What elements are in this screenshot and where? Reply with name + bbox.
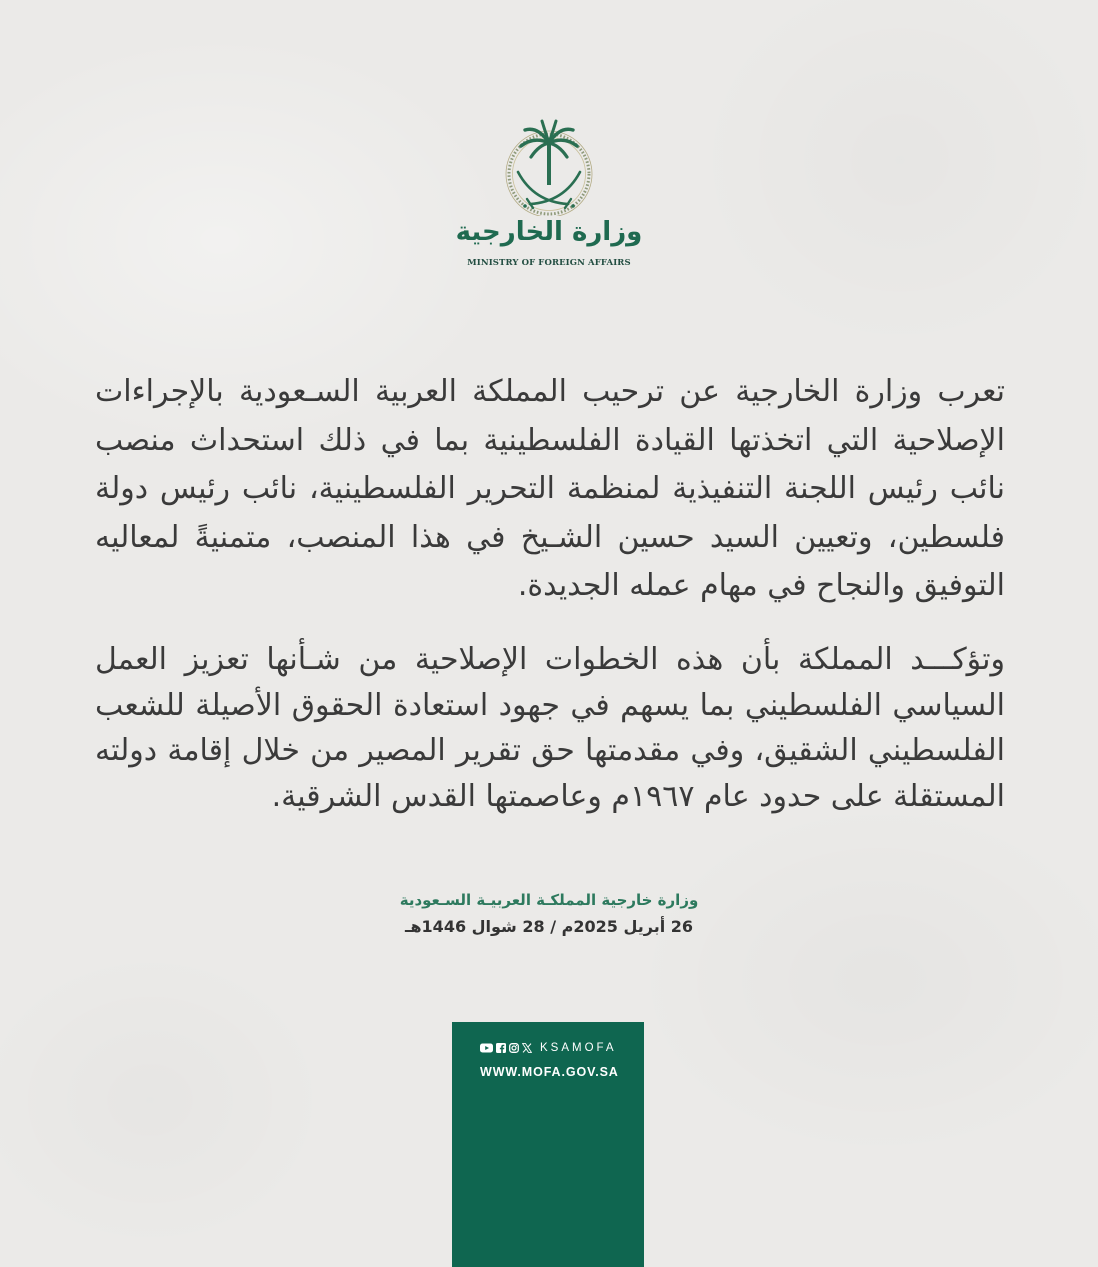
website-url: WWW.MOFA.GOV.SA — [480, 1065, 619, 1079]
instagram-icon — [509, 1043, 519, 1053]
statement-line: السياسي الفلسطيني بما يسهم في جهود استعادة الحقوق الأصيلة للشعب — [95, 687, 1005, 723]
facebook-icon — [496, 1043, 506, 1053]
footer-box — [452, 1022, 644, 1267]
issuer-signature: وزارة خارجية المملكـة العربيـة السـعودية — [399, 891, 699, 909]
x-icon — [522, 1043, 532, 1053]
statement-line: المستقلة على حدود عام ١٩٦٧م وعاصمتها القدس الشرقية. — [271, 778, 1005, 814]
social-links — [480, 1041, 617, 1055]
statement-line: تعرب وزارة الخارجية عن ترحيب المملكة العربية السـعودية بالإجراءات — [95, 374, 1005, 409]
statement-paragraph-2 — [95, 637, 1005, 819]
ministry-name-arabic: وزارة الخارجية — [455, 217, 643, 247]
statement-line: التوفيق والنجاح في مهام عمله الجديدة. — [517, 568, 1005, 603]
ministry-name-english: MINISTRY OF FOREIGN AFFAIRS — [467, 258, 631, 268]
statement-line: وتؤكـــد المملكة بأن هذه الخطوات الإصلاحية من شـأنها تعزيز العمل — [95, 642, 1005, 677]
statement-line: نائب رئيس اللجنة التنفيذية لمنظمة التحرير الفلسطينية، نائب رئيس دولة — [95, 471, 1005, 506]
statement-date: 26 أبريل 2025م / 28 شوال 1446هـ — [404, 917, 694, 936]
statement-paragraph-1 — [95, 368, 1005, 611]
statement-line: الفلسطيني الشقيق، وفي مقدمتها حق تقرير المصير من خلال إقامة دولته — [95, 733, 1005, 768]
social-handle: KSAMOFA — [540, 1042, 617, 1054]
statement-line: الإصلاحية التي اتخذتها القيادة الفلسطينية بما في ذلك استحداث منصب — [95, 422, 1005, 458]
ministry-emblem — [494, 116, 604, 216]
youtube-icon — [480, 1043, 493, 1053]
statement-line: فلسطين، وتعيين السيد حسين الشـيخ في هذا المنصب، متمنيةً لمعاليه — [95, 519, 1005, 555]
